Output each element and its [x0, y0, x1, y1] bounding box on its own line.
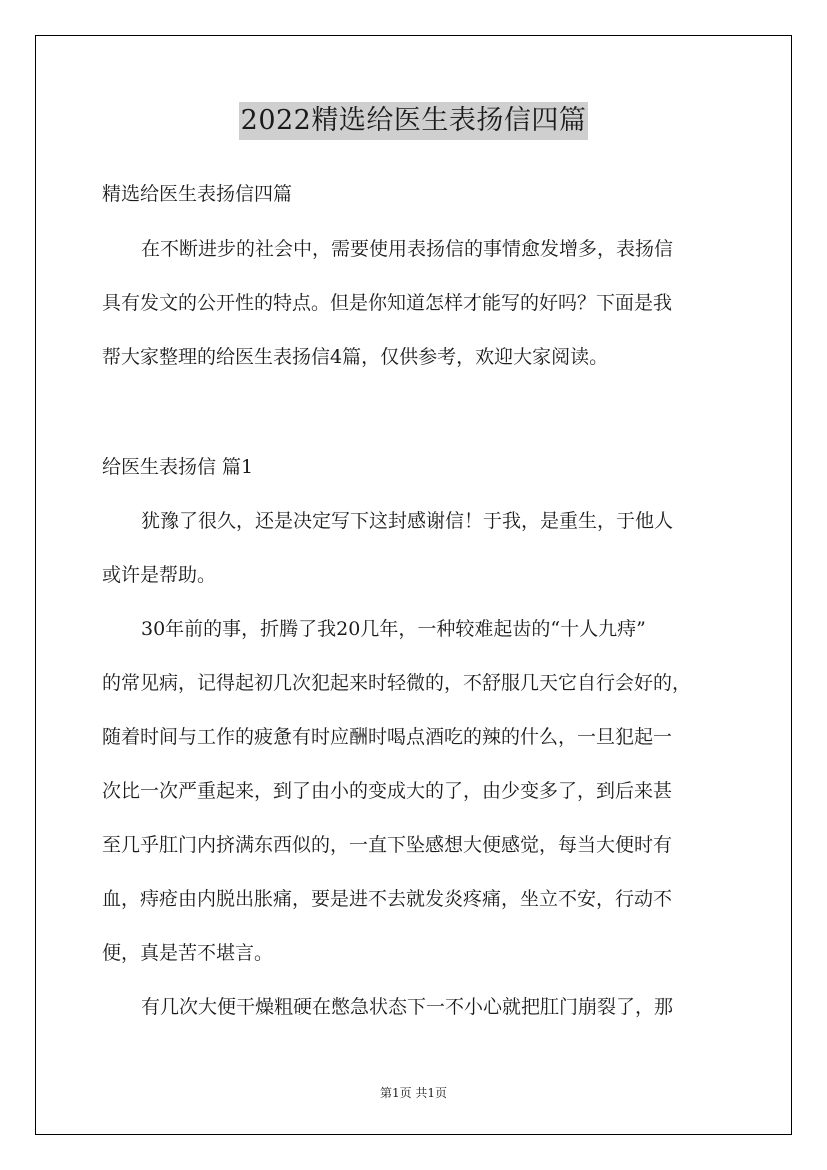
paragraph-line: 随着时间与工作的疲惫有时应酬时喝点酒吃的辣的什么，一旦犯起一 [102, 726, 673, 748]
page-footer: 第1页 共1页 [379, 1086, 448, 1100]
paragraph-line: 的常见病，记得起初几次犯起来时轻微的，不舒服几天它自行会好的， [102, 672, 692, 694]
intro-line: 帮大家整理的给医生表扬信4篇，仅供参考，欢迎大家阅读。 [102, 346, 609, 368]
intro-line: 具有发文的公开性的特点。但是你知道怎样才能写的好吗？下面是我 [102, 292, 673, 314]
document-subtitle: 精选给医生表扬信四篇 [102, 183, 293, 205]
paragraph-line: 犹豫了很久，还是决定写下这封感谢信！于我，是重生，于他人 [141, 510, 674, 532]
paragraph-line: 有几次大便干燥粗硬在憋急状态下一不小心就把肛门崩裂了，那 [141, 996, 674, 1018]
paragraph-line: 或许是帮助。 [102, 564, 217, 586]
paragraph-line: 便，真是苦不堪言。 [102, 942, 274, 964]
document-title: 2022精选给医生表扬信四篇 [239, 102, 589, 140]
paragraph-line: 血，痔疮由内脱出胀痛，要是进不去就发炎疼痛，坐立不安，行动不 [102, 888, 673, 910]
intro-line: 在不断进步的社会中，需要使用表扬信的事情愈发增多，表扬信 [141, 238, 674, 260]
paragraph-line: 30年前的事，折腾了我20几年，一种较难起齿的“十人九痔” [141, 618, 646, 640]
paragraph-line: 次比一次严重起来，到了由小的变成大的了，由少变多了，到后来甚 [102, 780, 673, 802]
paragraph-line: 至几乎肛门内挤满东西似的，一直下坠感想大便感觉，每当大便时有 [102, 834, 673, 856]
section-heading: 给医生表扬信 篇1 [102, 456, 254, 478]
